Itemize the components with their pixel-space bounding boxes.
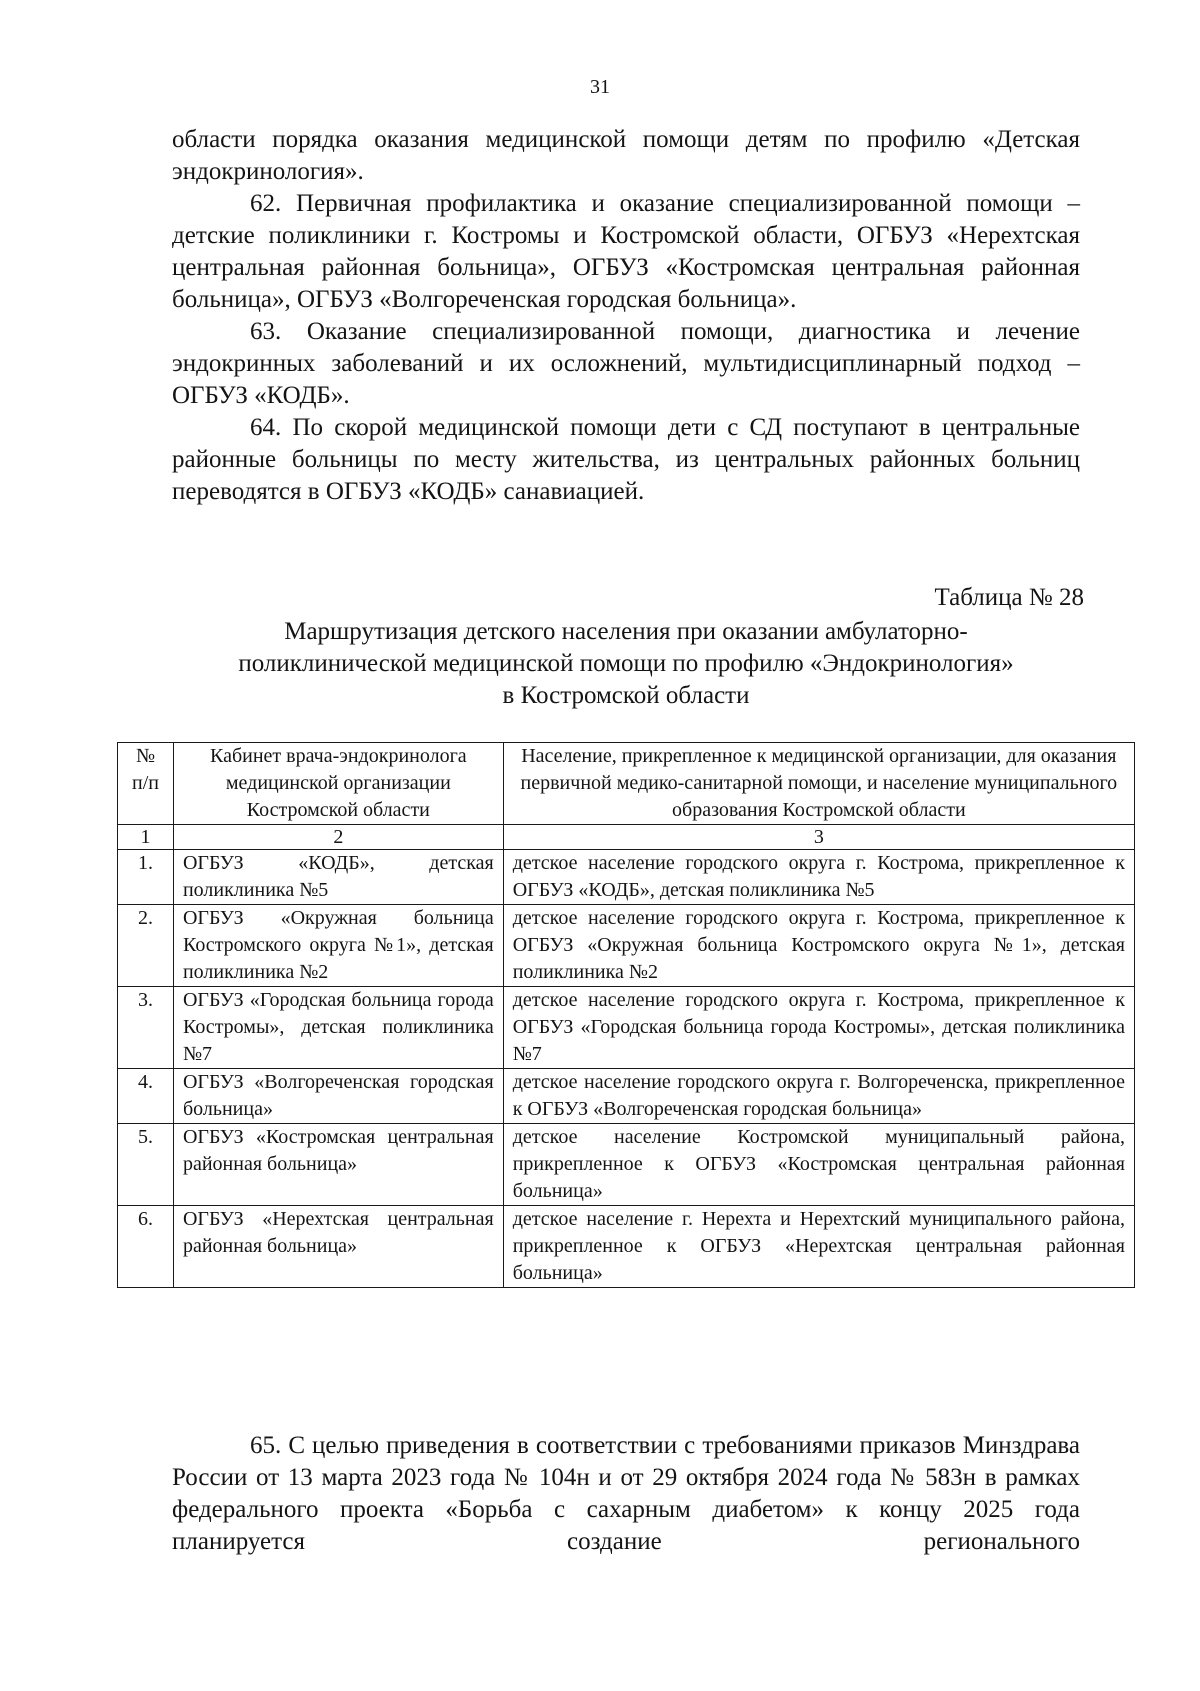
paragraph-62: 62. Первичная профилактика и оказание специализированной помощи – детские поликлиники г. Костромы и Костромской области, ОГБУЗ «Нерехтская центральная районная больница», ОГБУЗ «Костромская центральная районная больница», ОГБУЗ «Волгореченская городская больница». xyxy=(172,190,1080,313)
table-row xyxy=(118,905,1135,987)
paragraph-63: 63. Оказание специализированной помощи, диагностика и лечение эндокринных заболеваний и их осложнений, мультидисциплинарный подход – ОГБУЗ «КОДБ». xyxy=(172,318,1080,409)
row-population: детское население городского округа г. Кострома, прикрепленное к ОГБУЗ «Городская больница города Костромы», детская поликлиника №7 xyxy=(503,987,1134,1069)
table-row xyxy=(118,987,1135,1069)
table-row xyxy=(118,1124,1135,1206)
row-organization: ОГБУЗ «Волгореченская городская больница» xyxy=(173,1069,503,1124)
row-number: 4. xyxy=(118,1069,174,1124)
closing-text xyxy=(172,1430,1080,1558)
table-row xyxy=(118,1069,1135,1124)
row-population: детское население Костромской муниципальный района, прикрепленное к ОГБУЗ «Костромская центральная районная больница» xyxy=(503,1124,1134,1206)
column-number: 3 xyxy=(503,825,1134,850)
column-number: 2 xyxy=(173,825,503,850)
row-population: детское население городского округа г. Волгореченска, прикрепленное к ОГБУЗ «Волгореченская городская больница» xyxy=(503,1069,1134,1124)
header-number: № п/п xyxy=(118,743,174,825)
header-organization: Кабинет врача-эндокринолога медицинской организации Костромской области xyxy=(173,743,503,825)
row-organization: ОГБУЗ «Костромская центральная районная больница» xyxy=(173,1124,503,1206)
table-label: Таблица № 28 xyxy=(934,584,1084,611)
page-number: 31 xyxy=(590,76,610,98)
routing-table xyxy=(117,742,1135,1288)
row-population: детское население городского округа г. Кострома, прикрепленное к ОГБУЗ «КОДБ», детская поликлиника №5 xyxy=(503,850,1134,905)
table-header-row xyxy=(118,743,1135,825)
table-row xyxy=(118,850,1135,905)
table-caption-line: Маршрутизация детского населения при оказании амбулаторно- xyxy=(284,618,968,645)
row-organization: ОГБУЗ «Окружная больница Костромского округа №1», детская поликлиника №2 xyxy=(173,905,503,987)
row-number: 6. xyxy=(118,1206,174,1288)
table-row xyxy=(118,1206,1135,1288)
row-number: 2. xyxy=(118,905,174,987)
paragraph-65: 65. С целью приведения в соответствии с требованиями приказов Минздрава России от 13 марта 2023 года № 104н и от 29 октября 2024 года № 583н в рамках федерального проекта «Борьба с сахарным диабетом» к концу 2025 года планируется создание регионального xyxy=(172,1432,1080,1555)
paragraph-continuation: области порядка оказания медицинской помощи детям по профилю «Детская эндокринология». xyxy=(172,126,1080,185)
paragraph-64: 64. По скорой медицинской помощи дети с СД поступают в центральные районные больницы по месту жительства, из центральных районных больниц переводятся в ОГБУЗ «КОДБ» санавиацией. xyxy=(172,414,1080,505)
row-population: детское население городского округа г. Кострома, прикрепленное к ОГБУЗ «Окружная больница Костромского округа №1», детская поликлиника №2 xyxy=(503,905,1134,987)
row-number: 1. xyxy=(118,850,174,905)
row-organization: ОГБУЗ «Городская больница города Костромы», детская поликлиника №7 xyxy=(173,987,503,1069)
table-caption xyxy=(172,616,1080,712)
row-organization: ОГБУЗ «КОДБ», детская поликлиника №5 xyxy=(173,850,503,905)
header-population: Население, прикрепленное к медицинской организации, для оказания первичной медико-санитарной помощи, и население муниципального образования Костромской области xyxy=(503,743,1134,825)
row-number: 3. xyxy=(118,987,174,1069)
row-number: 5. xyxy=(118,1124,174,1206)
intro-text xyxy=(172,124,1080,508)
table-caption-line: в Костромской области xyxy=(502,682,750,709)
row-population: детское население г. Нерехта и Нерехтский муниципального района, прикрепленное к ОГБУЗ «Нерехтская центральная районная больница» xyxy=(503,1206,1134,1288)
row-organization: ОГБУЗ «Нерехтская центральная районная больница» xyxy=(173,1206,503,1288)
table-caption-line: поликлинической медицинской помощи по профилю «Эндокринология» xyxy=(238,650,1014,677)
column-number-row xyxy=(118,825,1135,850)
column-number: 1 xyxy=(118,825,174,850)
